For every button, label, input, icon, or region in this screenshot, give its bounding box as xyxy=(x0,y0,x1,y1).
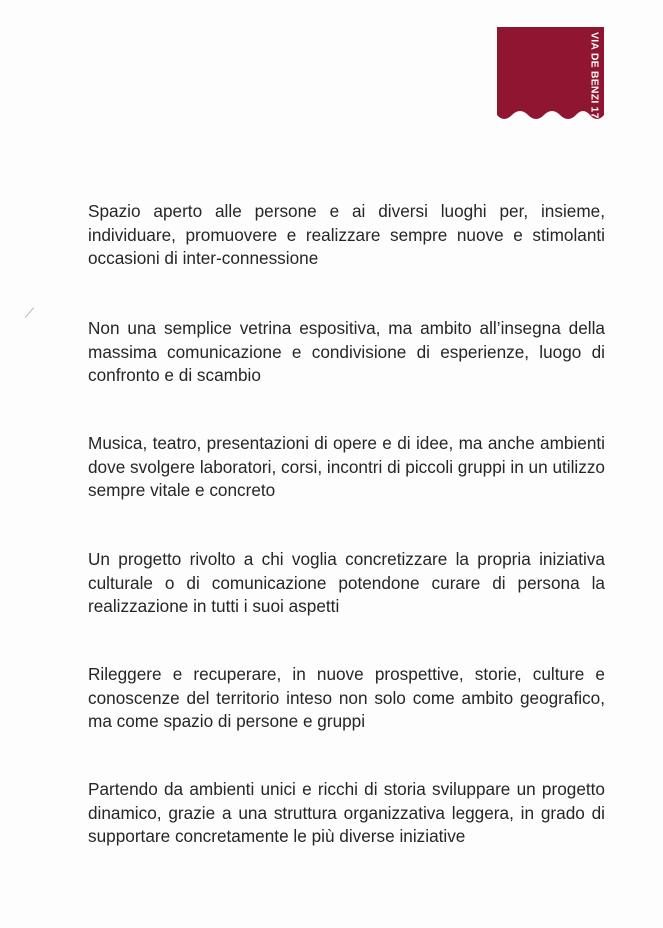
paragraph-2: Non una semplice vetrina espositiva, ma ambito all’insegna della massima comunicazione e condivisione di esperienze, luogo di confronto e di scambio xyxy=(88,318,605,385)
stray-pen-mark xyxy=(25,307,34,318)
paragraph-5: Rileggere e recuperare, in nuove prospettive, storie, culture e conoscenze del territorio inteso non solo come ambito geografico, ma come spazio di persone e gruppi xyxy=(88,664,605,731)
logo-text: VIA DE BENZI 17 xyxy=(588,31,601,119)
paragraph-3: Musica, teatro, presentazioni di opere e di idee, ma anche ambienti dove svolgere laboratori, corsi, incontri di piccoli gruppi in un utilizzo sempre vitale e concreto xyxy=(88,433,605,500)
paragraph-1: Spazio aperto alle persone e ai diversi luoghi per, insieme, individuare, promuovere e realizzare sempre nuove e stimolanti occasioni di inter-connessione xyxy=(88,201,605,268)
logo-via-de-benzi xyxy=(497,27,604,123)
paragraph-6: Partendo da ambienti unici e ricchi di storia sviluppare un progetto dinamico, grazie a una struttura organizzativa leggera, in grado di supportare concretamente le più diverse iniziative xyxy=(88,779,605,846)
paragraph-4: Un progetto rivolto a chi voglia concretizzare la propria iniziativa culturale o di comunicazione potendone curare di persona la realizzazione in tutti i suoi aspetti xyxy=(88,549,605,616)
logo-text-container xyxy=(584,27,604,123)
